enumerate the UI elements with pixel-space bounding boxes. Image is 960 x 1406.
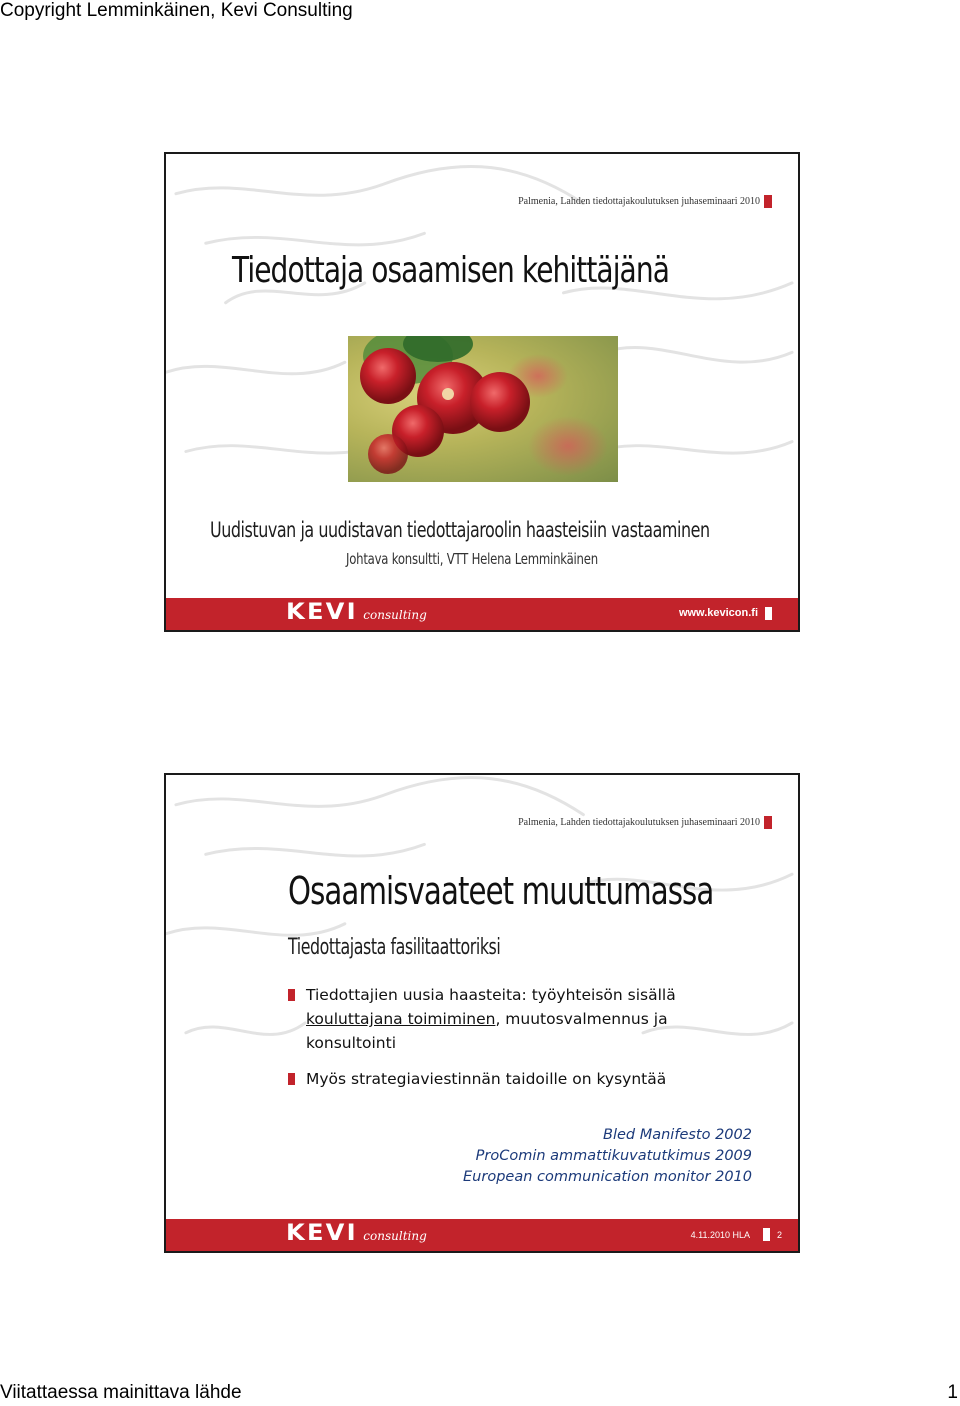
slide-1 bbox=[164, 152, 800, 632]
kevi-logo bbox=[286, 600, 427, 628]
footer-marker bbox=[765, 607, 772, 620]
logo-text: KEVI bbox=[286, 600, 358, 625]
slide-title: Osaamisvaateet muuttumassa bbox=[288, 869, 714, 913]
bullet-text: Tiedottajien uusia haasteita: työyhteisön sisällä bbox=[306, 986, 676, 1004]
slide-footer bbox=[166, 1219, 798, 1251]
footer-marker bbox=[763, 1228, 770, 1241]
source-item: European communication monitor 2010 bbox=[463, 1169, 752, 1185]
slide-subtitle: Tiedottajasta fasilitaattoriksi bbox=[288, 935, 501, 960]
website-link[interactable]: www.kevicon.fi bbox=[678, 607, 758, 619]
lingonberry-photo bbox=[348, 336, 618, 482]
logo-subtext: consulting bbox=[363, 608, 427, 622]
bullet-underlined-text: kouluttajana toimiminen bbox=[306, 1010, 496, 1028]
logo-subtext: consulting bbox=[363, 1229, 427, 1243]
slide-subtitle: Uudistuvan ja uudistavan tiedottajaroolin haasteisiin vastaaminen bbox=[210, 518, 710, 542]
logo-text: KEVI bbox=[286, 1221, 358, 1246]
bullet-text: Myös strategiaviestinnän taidoille on kysyntää bbox=[306, 1070, 667, 1088]
source-list bbox=[463, 1125, 752, 1188]
lingonberry-illustration bbox=[348, 336, 618, 482]
bullet-text: , muutosvalmennus ja konsultointi bbox=[306, 1010, 668, 1052]
slide-title: Tiedottaja osaamisen kehittäjänä bbox=[232, 250, 669, 291]
bullet-item bbox=[288, 1067, 728, 1091]
slide-header: Palmenia, Lahden tiedottajakoulutuksen juhaseminaari 2010 bbox=[518, 196, 760, 207]
page-footer-note: Viitattaessa mainittava lähde bbox=[0, 1382, 242, 1403]
footer-date: 4.11.2010 HLA bbox=[690, 1230, 750, 1240]
source-item: ProComin ammattikuvatutkimus 2009 bbox=[475, 1148, 752, 1164]
bullet-list bbox=[288, 983, 728, 1103]
page-header: Copyright Lemminkäinen, Kevi Consulting bbox=[0, 0, 353, 21]
page-number: 1 bbox=[947, 1382, 958, 1403]
slide-footer bbox=[166, 598, 798, 630]
header-marker bbox=[764, 195, 772, 208]
slide-author: Johtava konsultti, VTT Helena Lemminkäinen bbox=[346, 550, 598, 568]
slide-2 bbox=[164, 773, 800, 1253]
header-marker bbox=[764, 816, 772, 829]
slide-number: 2 bbox=[776, 1230, 782, 1240]
source-item: Bled Manifesto 2002 bbox=[603, 1127, 752, 1143]
slide-header: Palmenia, Lahden tiedottajakoulutuksen juhaseminaari 2010 bbox=[518, 817, 760, 828]
kevi-logo bbox=[286, 1221, 427, 1249]
bullet-item bbox=[288, 983, 728, 1055]
